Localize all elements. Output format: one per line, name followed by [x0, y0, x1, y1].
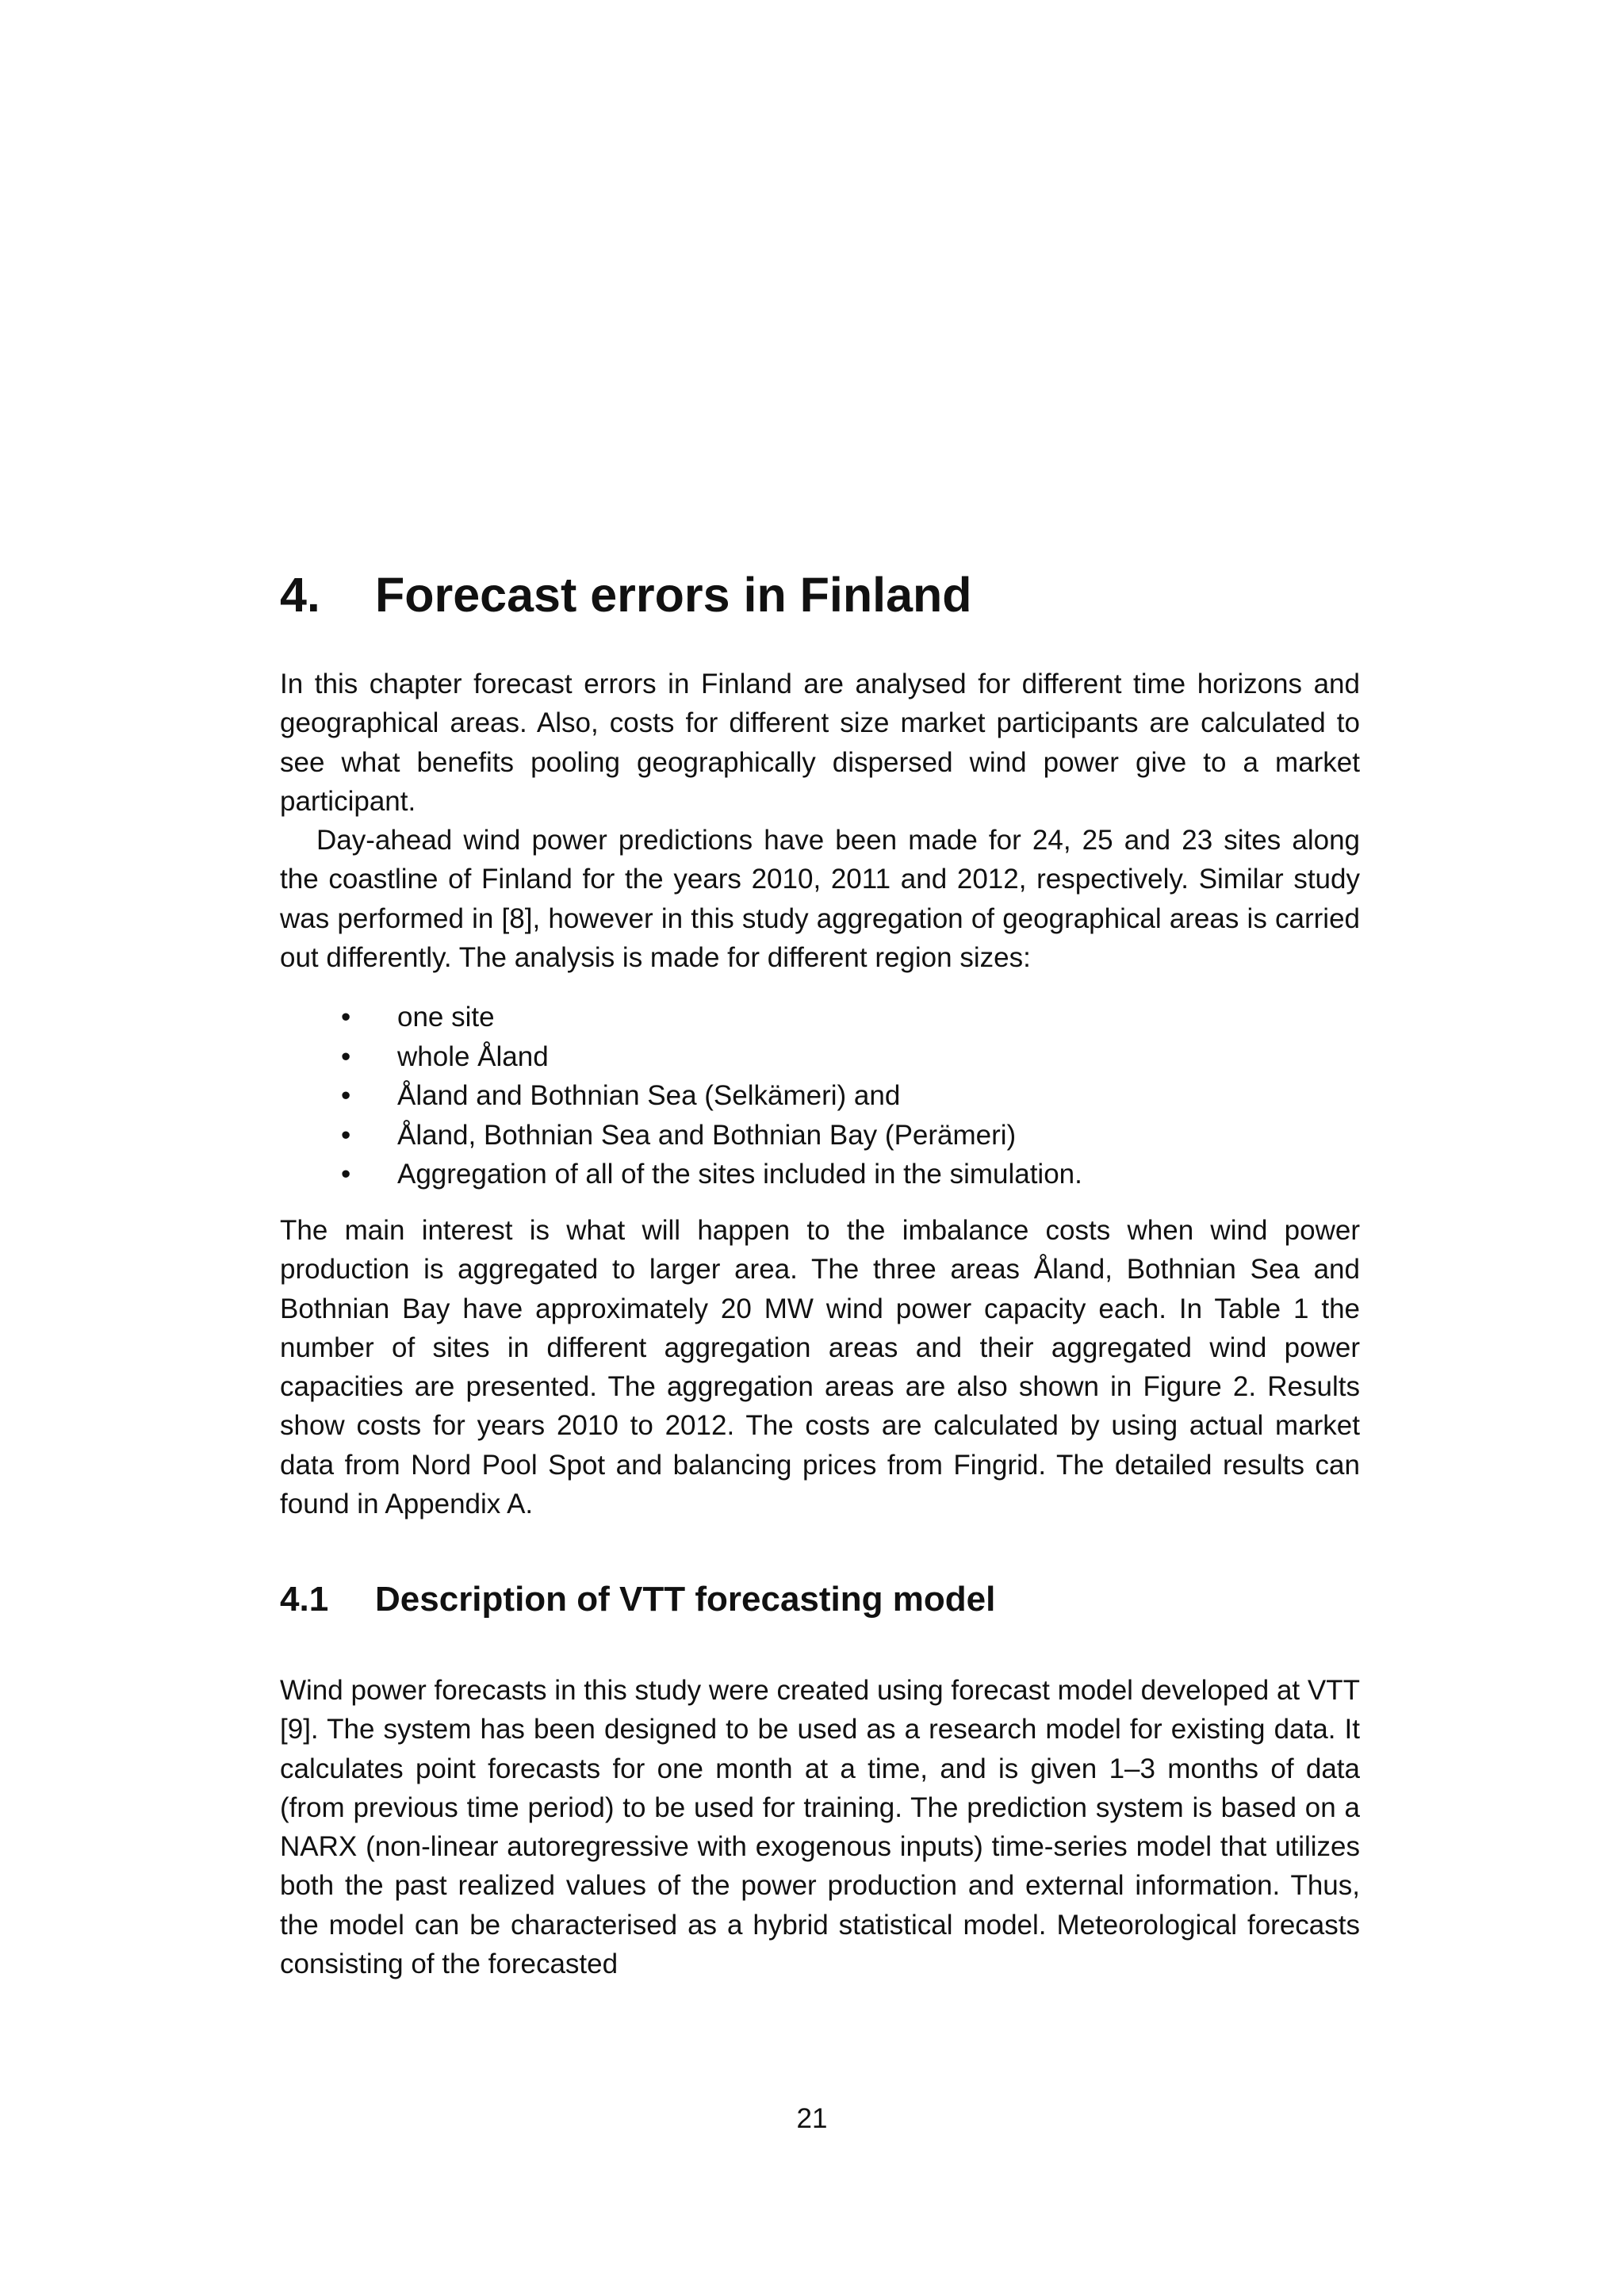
list-item-text: Aggregation of all of the sites included in the simulation.	[397, 1159, 1082, 1190]
list-item-text: Åland and Bothnian Sea (Selkämeri) and	[397, 1080, 901, 1111]
chapter-number: 4.	[280, 568, 320, 622]
list-item	[280, 1116, 1360, 1155]
day-ahead-paragraph: Day-ahead wind power predictions have been made for 24, 25 and 23 sites along the coastline of Finland for the years 2010, 2011 and 2012, respectively. Similar study was performed in [8], however in this study aggregation of geographical areas is carried out differently. The analysis is made for different region sizes:	[280, 825, 1360, 973]
intro-paragraph: In this chapter forecast errors in Finland are analysed for different time horizons and geographical areas. Also, costs for different size market participants are calculated to see what benefits pooling geographically dispersed wind power give to a market participant.	[280, 669, 1360, 817]
list-item	[280, 1155, 1360, 1194]
bullet-icon: •	[341, 1002, 351, 1033]
bullet-icon: •	[341, 1119, 351, 1151]
list-item	[280, 1076, 1360, 1116]
section-heading	[280, 1576, 1360, 1623]
page-number: 21	[796, 2103, 828, 2134]
list-item	[280, 998, 1360, 1037]
list-item-text: whole Åland	[397, 1040, 549, 1072]
bullet-icon: •	[341, 1080, 351, 1111]
chapter-heading	[280, 565, 1360, 625]
main-interest-paragraph: The main interest is what will happen to the imbalance costs when wind power production is aggregated to larger area. The three areas Åland, Bothnian Sea and Bothnian Bay have approximately 20 MW wind power capacity each. In Table 1 the number of sites in different aggregation areas and their aggregated wind power capacities are presented. The aggregation areas are also shown in Figure 2. Results show costs for years 2010 to 2012. The costs are calculated by using actual market data from Nord Pool Spot and balancing prices from Fingrid. The detailed results can found in Appendix A.	[280, 1215, 1360, 1520]
bullet-icon: •	[341, 1159, 351, 1190]
list-item-text: Åland, Bothnian Sea and Bothnian Bay (Perämeri)	[397, 1119, 1017, 1151]
section-title: Description of VTT forecasting model	[375, 1580, 996, 1619]
list-item-text: one site	[397, 1002, 495, 1033]
section-number: 4.1	[280, 1580, 329, 1619]
model-description-paragraph: Wind power forecasts in this study were created using forecast model developed at VTT [9]. The system has been designed to be used as a research model for existing data. It calculates point forecasts for one month at a time, and is given 1–3 months of data (from previous time period) to be used for training. The prediction system is based on a NARX (non-linear autoregressive with exogenous inputs) time-series model that utilizes both the past realized values of the power production and external information. Thus, the model can be characterised as a hybrid statistical model. Meteorological forecasts consisting of the forecasted	[280, 1675, 1360, 1980]
bullet-icon: •	[341, 1040, 351, 1072]
region-sizes-list	[280, 998, 1360, 1194]
list-item	[280, 1037, 1360, 1077]
chapter-title: Forecast errors in Finland	[375, 568, 972, 622]
